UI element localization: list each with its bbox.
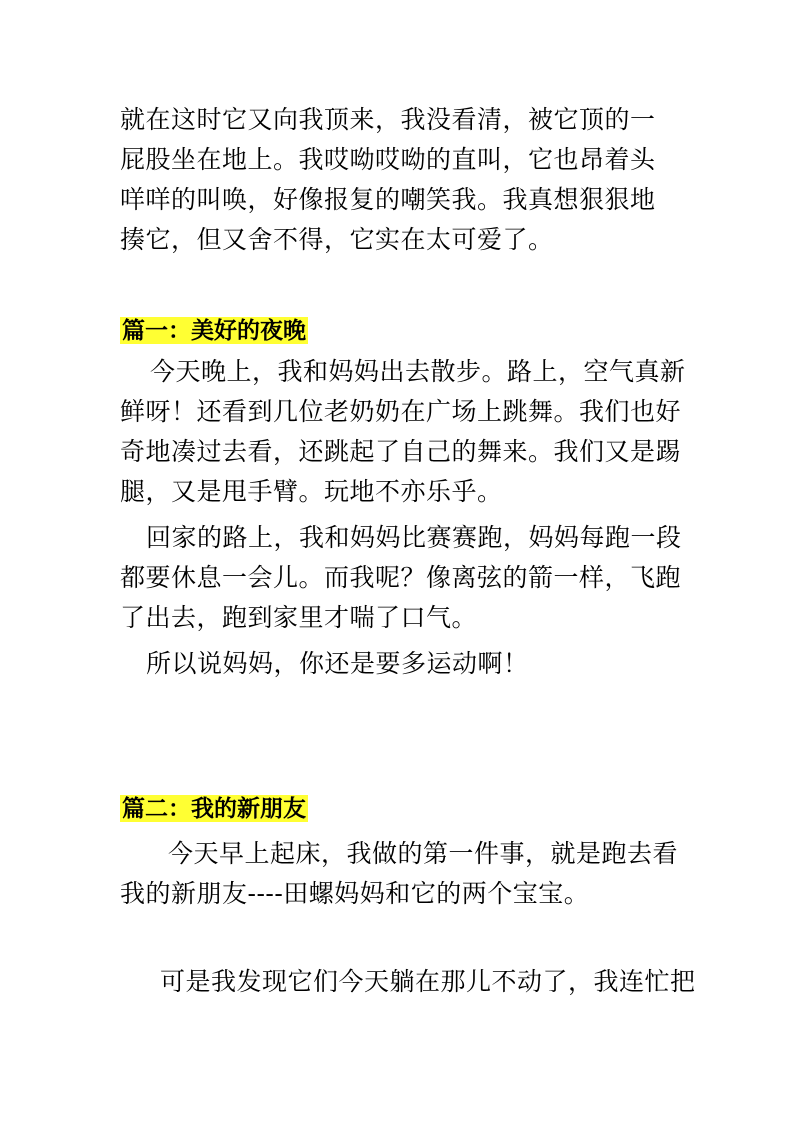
text-line: 回家的路上，我和妈妈比赛赛跑，妈妈每跑一段 <box>146 523 682 552</box>
text-line: 屁股坐在地上。我哎呦哎呦的直叫，它也昂着头 <box>120 145 656 174</box>
text-line: 所以说妈妈，你还是要多运动啊！ <box>146 649 529 678</box>
text-line: 奇地凑过去看，还跳起了自己的舞来。我们又是踢 <box>120 437 682 466</box>
text-line: 就在这时它又向我顶来，我没看清，被它顶的一 <box>120 105 656 134</box>
highlighted-heading-text: 篇二：我的新朋友 <box>122 795 306 822</box>
section-heading-1 <box>120 316 308 346</box>
text-line: 咩咩的叫唤，好像报复的嘲笑我。我真想狠狠地 <box>120 185 656 214</box>
text-line: 腿，又是甩手臂。玩地不亦乐乎。 <box>120 477 503 506</box>
text-line: 我的新朋友----田螺妈妈和它的两个宝宝。 <box>120 879 590 908</box>
text-line: 鲜呀！还看到几位老奶奶在广场上跳舞。我们也好 <box>120 397 682 426</box>
section-heading-2 <box>120 794 308 824</box>
text-line: 都要休息一会儿。而我呢？像离弦的箭一样，飞跑 <box>120 563 682 592</box>
text-line: 了出去，跑到家里才喘了口气。 <box>120 603 478 632</box>
text-line: 揍它，但又舍不得，它实在太可爱了。 <box>120 225 554 254</box>
highlighted-heading-text: 篇一：美好的夜晚 <box>122 317 306 344</box>
text-line: 今天晚上，我和妈妈出去散步。路上，空气真新 <box>150 357 686 386</box>
text-line: 今天早上起床，我做的第一件事，就是跑去看 <box>168 839 679 868</box>
text-line: 可是我发现它们今天躺在那儿不动了，我连忙把 <box>160 967 696 996</box>
